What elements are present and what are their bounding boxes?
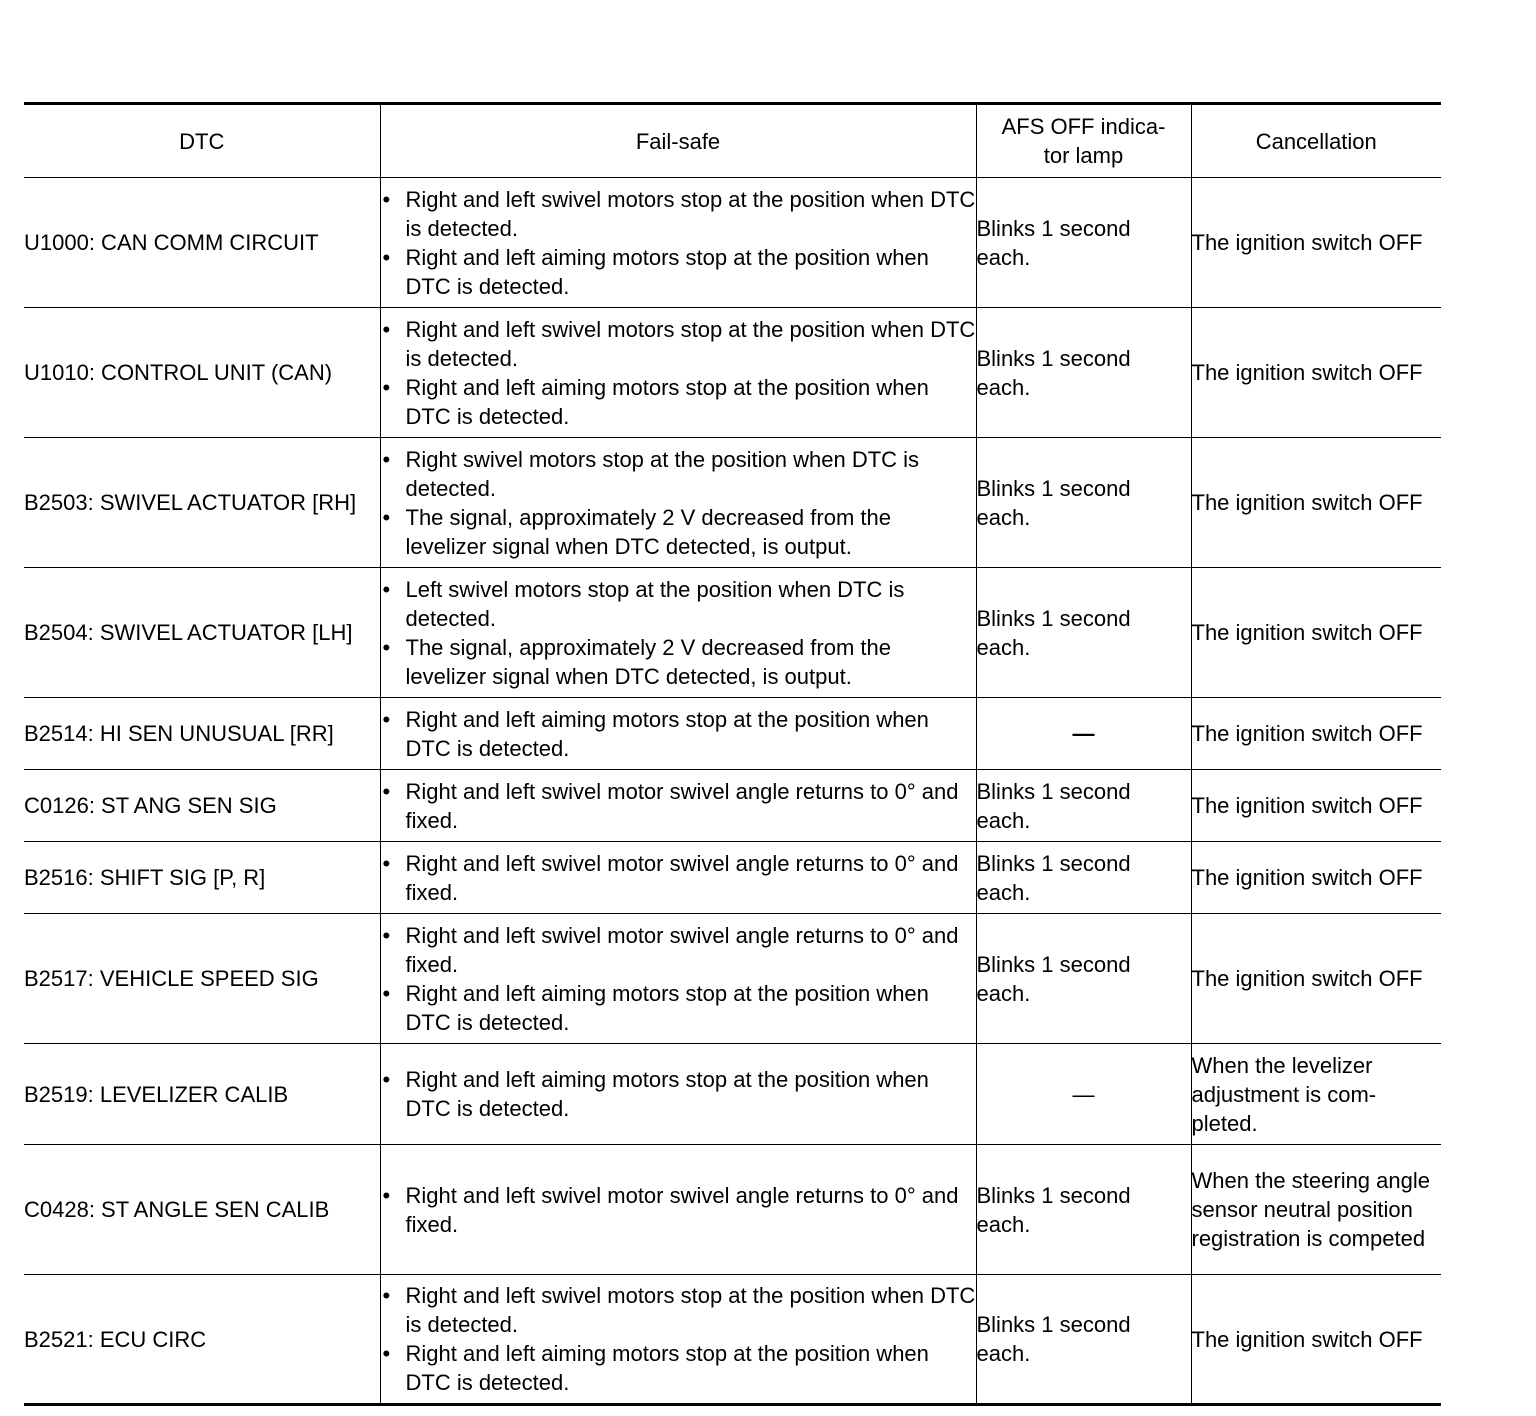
failsafe-item: • Right and left swivel motors stop at the position when DTC is detected. — [382, 316, 976, 371]
dtc-code: B2516: SHIFT SIG [P, R] — [24, 842, 380, 914]
none-dash: — — [1072, 721, 1095, 746]
cancellation-condition: The ignition switch OFF — [1191, 914, 1441, 1044]
bullet-icon: • — [382, 446, 391, 472]
indicator-lamp-status: Blinks 1 second each. — [976, 1275, 1191, 1405]
bullet-icon: • — [382, 1283, 391, 1308]
table-row — [24, 842, 1441, 914]
indicator-lamp-status: Blinks 1 second each. — [976, 842, 1191, 914]
table-header-row — [24, 104, 1441, 178]
failsafe-item: • Right and left aiming motors stop at the position when DTC is detected. — [382, 1341, 929, 1395]
failsafe-item: • Right and left swivel motors stop at the position when DTC is detected. — [382, 186, 976, 241]
failsafe-cell — [380, 1145, 976, 1275]
failsafe-cell — [380, 308, 976, 438]
failsafe-item: • Right and left swivel motors stop at the position when DTC is detected. — [382, 1283, 976, 1337]
failsafe-item: • Right and left aiming motors stop at the position when DTC is detected. — [382, 374, 929, 429]
header-indicator-lamp — [976, 104, 1191, 178]
indicator-lamp-status: Blinks 1 second each. — [976, 914, 1191, 1044]
cancellation-condition: The ignition switch OFF — [1191, 698, 1441, 770]
failsafe-item: • The signal, approximately 2 V decreased from the levelizer signal when DTC detected, is output. — [382, 634, 891, 689]
failsafe-cell — [380, 770, 976, 842]
failsafe-cell — [380, 178, 976, 308]
bullet-icon: • — [382, 244, 391, 270]
cancellation-condition: When the levelizer adjustment is com-pleted. — [1191, 1044, 1441, 1145]
table-row — [24, 1044, 1441, 1145]
failsafe-item: • Left swivel motors stop at the position when DTC is detected. — [382, 576, 905, 631]
table-row — [24, 568, 1441, 698]
failsafe-cell — [380, 1044, 976, 1145]
table-row — [24, 308, 1441, 438]
failsafe-item: • Right and left swivel motor swivel angle returns to 0° and fixed. — [382, 850, 959, 905]
header-failsafe: Fail-safe — [380, 104, 976, 178]
dtc-code: B2504: SWIVEL ACTUATOR [LH] — [24, 568, 380, 698]
dtc-code: U1000: CAN COMM CIRCUIT — [24, 178, 380, 308]
dtc-code: B2521: ECU CIRC — [24, 1275, 380, 1405]
failsafe-item: • Right and left aiming motors stop at the position when DTC is detected. — [382, 706, 929, 761]
indicator-lamp-status: Blinks 1 second each. — [976, 568, 1191, 698]
bullet-icon: • — [382, 316, 391, 342]
dtc-code: C0126: ST ANG SEN SIG — [24, 770, 380, 842]
bullet-icon: • — [382, 980, 391, 1006]
cancellation-condition: When the steering angle sensor neutral position registration is competed — [1191, 1145, 1441, 1275]
bullet-icon: • — [382, 634, 391, 660]
table-row — [24, 1145, 1441, 1275]
dtc-code: B2503: SWIVEL ACTUATOR [RH] — [24, 438, 380, 568]
failsafe-item: • The signal, approximately 2 V decreased from the levelizer signal when DTC detected, is output. — [382, 504, 891, 559]
failsafe-cell — [380, 1275, 976, 1405]
bullet-icon: • — [382, 778, 391, 804]
failsafe-cell — [380, 568, 976, 698]
indicator-lamp-status: Blinks 1 second each. — [976, 770, 1191, 842]
indicator-lamp-status: Blinks 1 second each. — [976, 1145, 1191, 1275]
indicator-lamp-status: Blinks 1 second each. — [976, 438, 1191, 568]
dtc-failsafe-table — [24, 102, 1441, 1406]
dtc-failsafe-sheet — [24, 102, 1441, 1406]
cancellation-condition: The ignition switch OFF — [1191, 438, 1441, 568]
failsafe-item: • Right and left swivel motor swivel angle returns to 0° and fixed. — [382, 778, 959, 833]
bullet-icon: • — [382, 1341, 391, 1366]
indicator-lamp-status: Blinks 1 second each. — [976, 308, 1191, 438]
header-dtc: DTC — [24, 104, 380, 178]
dtc-code: B2517: VEHICLE SPEED SIG — [24, 914, 380, 1044]
bullet-icon: • — [382, 186, 391, 212]
failsafe-cell — [380, 914, 976, 1044]
bullet-icon: • — [382, 850, 391, 876]
bullet-icon: • — [382, 1182, 391, 1208]
failsafe-item: • Right and left aiming motors stop at the position when DTC is detected. — [382, 1067, 929, 1121]
table-row — [24, 438, 1441, 568]
failsafe-item: • Right and left aiming motors stop at the position when DTC is detected. — [382, 980, 929, 1035]
cancellation-condition: The ignition switch OFF — [1191, 178, 1441, 308]
table-row — [24, 914, 1441, 1044]
bullet-icon: • — [382, 706, 391, 732]
bullet-icon: • — [382, 374, 391, 400]
failsafe-cell — [380, 698, 976, 770]
cancellation-condition: The ignition switch OFF — [1191, 842, 1441, 914]
bullet-icon: • — [382, 504, 391, 530]
dtc-code: B2514: HI SEN UNUSUAL [RR] — [24, 698, 380, 770]
failsafe-item: • Right and left swivel motor swivel angle returns to 0° and fixed. — [382, 1182, 959, 1237]
bullet-icon: • — [382, 922, 391, 948]
failsafe-item: • Right swivel motors stop at the position when DTC is detected. — [382, 446, 920, 501]
bullet-icon: • — [382, 576, 391, 602]
table-row — [24, 698, 1441, 770]
header-cancellation: Cancellation — [1191, 104, 1441, 178]
none-dash: — — [1072, 1081, 1095, 1107]
indicator-lamp-status: Blinks 1 second each. — [976, 178, 1191, 308]
failsafe-cell — [380, 438, 976, 568]
table-row — [24, 770, 1441, 842]
table-row — [24, 178, 1441, 308]
failsafe-cell — [380, 842, 976, 914]
cancellation-condition: The ignition switch OFF — [1191, 770, 1441, 842]
indicator-lamp-status — [976, 698, 1191, 770]
table-row — [24, 1275, 1441, 1405]
dtc-code: U1010: CONTROL UNIT (CAN) — [24, 308, 380, 438]
failsafe-item: • Right and left swivel motor swivel angle returns to 0° and fixed. — [382, 922, 959, 977]
dtc-code: C0428: ST ANGLE SEN CALIB — [24, 1145, 380, 1275]
dtc-code: B2519: LEVELIZER CALIB — [24, 1044, 380, 1145]
cancellation-condition: The ignition switch OFF — [1191, 568, 1441, 698]
header-lamp-line2: tor lamp — [1043, 143, 1124, 168]
indicator-lamp-status — [976, 1044, 1191, 1145]
header-lamp-line1: AFS OFF indica- — [1001, 114, 1166, 139]
cancellation-condition: The ignition switch OFF — [1191, 1275, 1441, 1405]
bullet-icon: • — [382, 1067, 391, 1092]
cancellation-condition: The ignition switch OFF — [1191, 308, 1441, 438]
failsafe-item: • Right and left aiming motors stop at the position when DTC is detected. — [382, 244, 929, 299]
